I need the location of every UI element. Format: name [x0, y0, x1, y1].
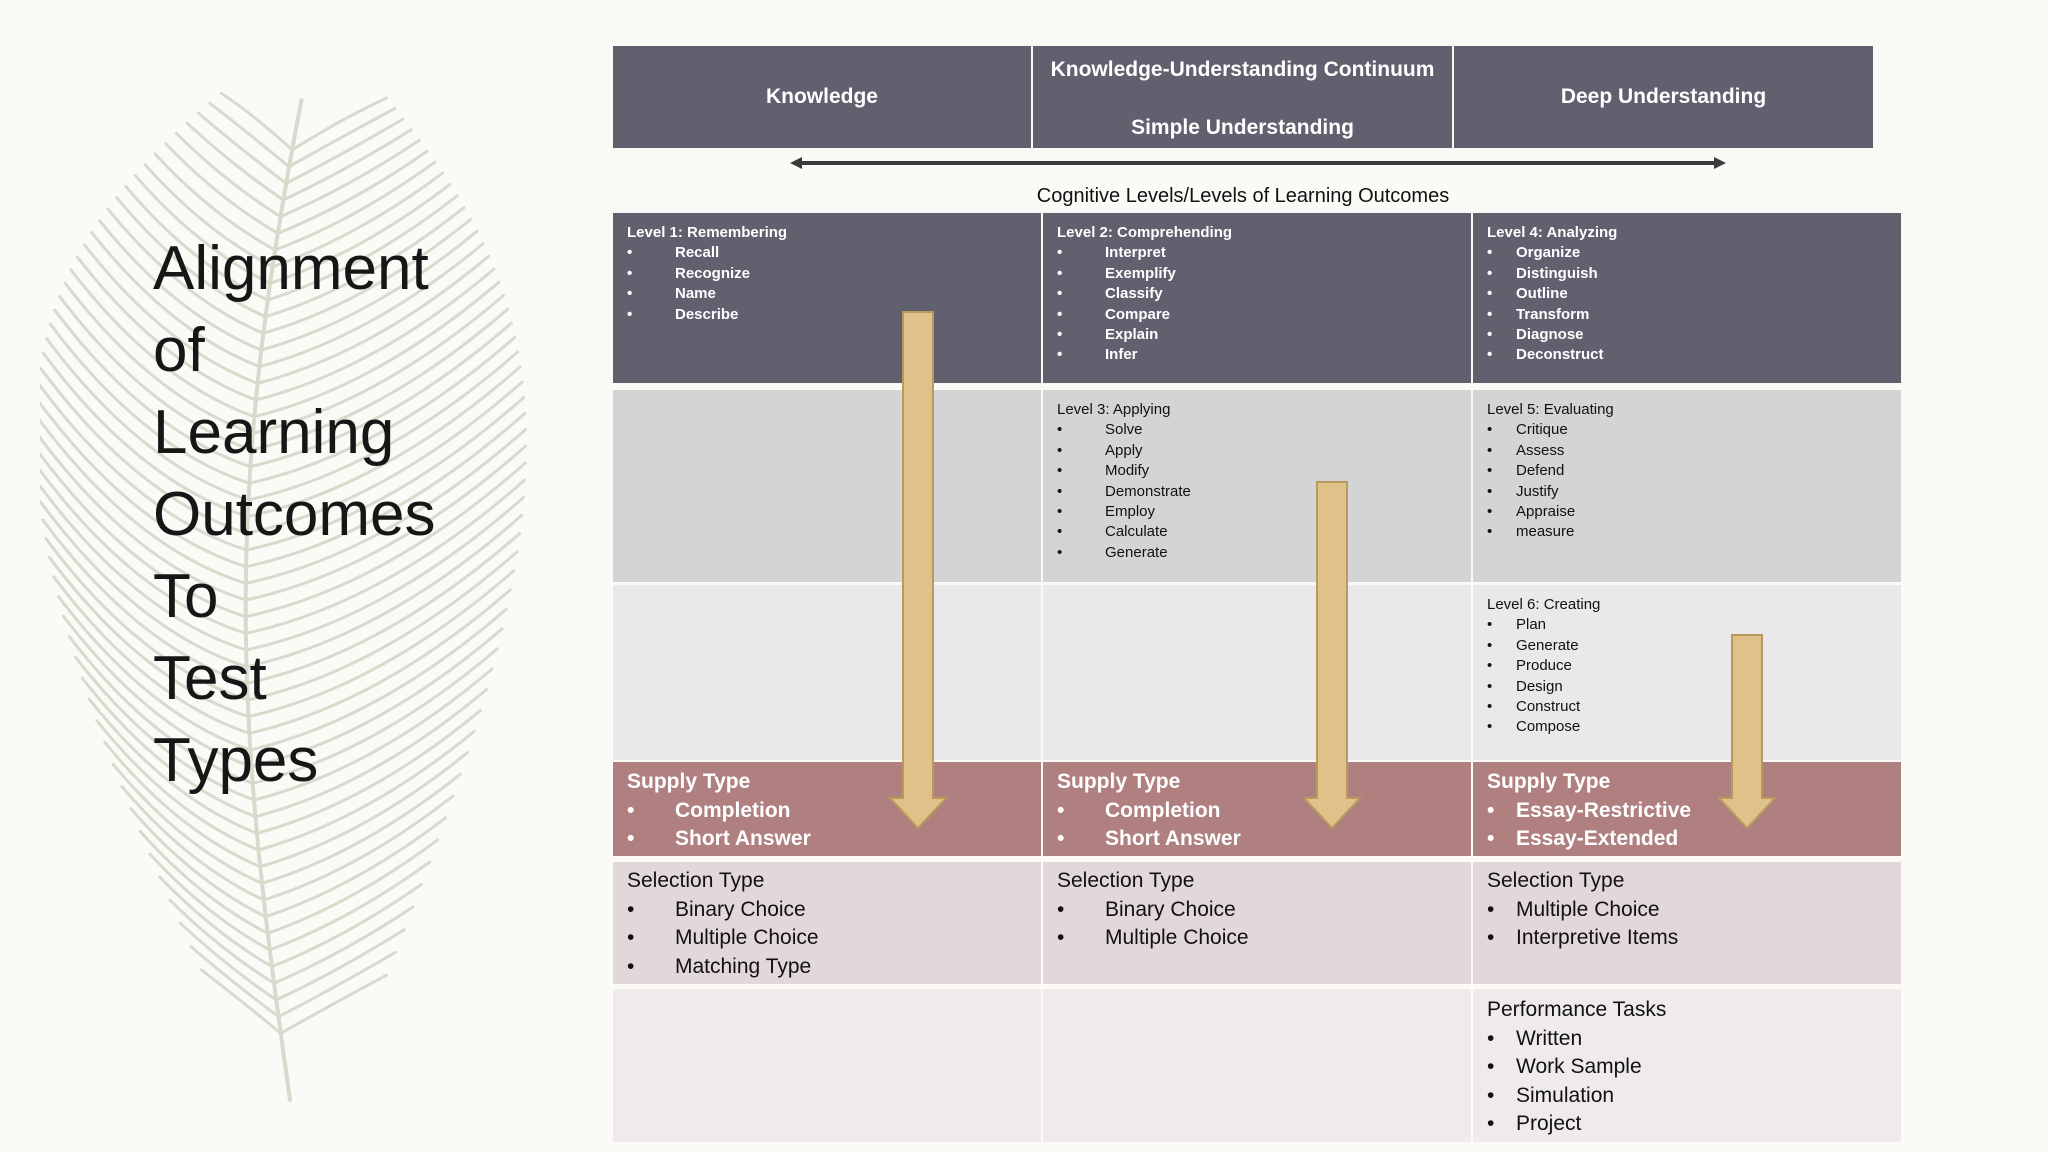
selection-type-cell — [1043, 862, 1471, 984]
level-2-list — [1057, 243, 1457, 365]
list-item: • Justify — [1487, 482, 1887, 502]
list-item: • Defend — [1487, 461, 1887, 481]
list-item: • Describe — [627, 305, 1027, 325]
list-item: • Generate — [1487, 636, 1887, 656]
list-item: • Construct — [1487, 697, 1887, 717]
level-6-list — [1487, 615, 1887, 737]
header-continuum — [1033, 46, 1452, 148]
level-4-list — [1487, 243, 1887, 365]
list-item: • Distinguish — [1487, 264, 1887, 284]
performance-tasks-cell — [1473, 989, 1901, 1142]
list-item: • Transform — [1487, 305, 1887, 325]
selection-type-title: Selection Type — [1487, 869, 1625, 892]
supply-type-list — [627, 797, 1027, 854]
supply-type-cell — [1473, 762, 1901, 856]
list-item: • Organize — [1487, 243, 1887, 263]
level-4-title: Level 4: Analyzing — [1487, 224, 1618, 241]
down-arrow-icon — [1717, 633, 1777, 830]
list-item: • Diagnose — [1487, 325, 1887, 345]
selection-type-cell — [613, 862, 1041, 984]
list-item: • Produce — [1487, 656, 1887, 676]
list-item: • Multiple Choice — [1057, 924, 1457, 953]
empty-cell — [613, 585, 1041, 760]
supply-type-list — [1487, 797, 1887, 854]
level-3-list — [1057, 420, 1457, 563]
list-item: • Classify — [1057, 284, 1457, 304]
level-2-title: Level 2: Comprehending — [1057, 224, 1233, 241]
selection-type-list — [627, 896, 1027, 982]
supply-type-cell — [613, 762, 1041, 856]
selection-type-title: Selection Type — [627, 869, 765, 892]
selection-type-title: Selection Type — [1057, 869, 1195, 892]
list-item: • Multiple Choice — [627, 924, 1027, 953]
list-item: • Completion — [627, 797, 1027, 826]
list-item: • Completion — [1057, 797, 1457, 826]
list-item: • Modify — [1057, 461, 1457, 481]
list-item: • Essay-Extended — [1487, 825, 1887, 854]
list-item: • Short Answer — [1057, 825, 1457, 854]
list-item: • Interpret — [1057, 243, 1457, 263]
selection-type-list — [1057, 896, 1457, 953]
level-1-list — [627, 243, 1027, 325]
level-1-cell — [613, 213, 1041, 383]
level-5-title: Level 5: Evaluating — [1487, 401, 1614, 418]
page-title: Alignment of Learning Outcomes To Test Types — [153, 234, 436, 795]
list-item: • Exemplify — [1057, 264, 1457, 284]
list-item: • Demonstrate — [1057, 482, 1457, 502]
header-deep-understanding: Deep Understanding — [1454, 46, 1873, 148]
list-item: • Recognize — [627, 264, 1027, 284]
supply-type-title: Supply Type — [1057, 770, 1181, 793]
list-item: • Explain — [1057, 325, 1457, 345]
empty-cell — [613, 989, 1041, 1142]
list-item: • Appraise — [1487, 502, 1887, 522]
list-item: • Project — [1487, 1110, 1887, 1139]
list-item: • Recall — [627, 243, 1027, 263]
down-arrow-icon — [888, 310, 948, 830]
list-item: • Multiple Choice — [1487, 896, 1887, 925]
supply-type-list — [1057, 797, 1457, 854]
empty-cell — [1043, 585, 1471, 760]
list-item: • Assess — [1487, 441, 1887, 461]
performance-tasks-title: Performance Tasks — [1487, 998, 1667, 1021]
level-5-cell — [1473, 390, 1901, 582]
list-item: • Simulation — [1487, 1082, 1887, 1111]
selection-type-list — [1487, 896, 1887, 953]
list-item: • Apply — [1057, 441, 1457, 461]
list-item: • Employ — [1057, 502, 1457, 522]
list-item: • Solve — [1057, 420, 1457, 440]
list-item: • Critique — [1487, 420, 1887, 440]
selection-type-cell — [1473, 862, 1901, 984]
level-3-title: Level 3: Applying — [1057, 401, 1171, 418]
list-item: • Generate — [1057, 543, 1457, 563]
list-item: • Compose — [1487, 717, 1887, 737]
list-item: • Name — [627, 284, 1027, 304]
list-item: • Deconstruct — [1487, 345, 1887, 365]
list-item: • Interpretive Items — [1487, 924, 1887, 953]
continuum-header — [613, 46, 1873, 148]
empty-cell — [1043, 989, 1471, 1142]
continuum-double-arrow — [790, 156, 1726, 170]
level-1-title: Level 1: Remembering — [627, 224, 788, 241]
level-6-cell — [1473, 585, 1901, 760]
list-item: • Plan — [1487, 615, 1887, 635]
list-item: • Outline — [1487, 284, 1887, 304]
list-item: • Matching Type — [627, 953, 1027, 982]
performance-tasks-list — [1487, 1025, 1887, 1139]
supply-type-cell — [1043, 762, 1471, 856]
header-simple-understanding: Simple Understanding — [1131, 116, 1354, 139]
list-item: • Compare — [1057, 305, 1457, 325]
level-2-cell — [1043, 213, 1471, 383]
header-continuum-title: Knowledge-Understanding Continuum — [1050, 58, 1435, 81]
level-3-cell — [1043, 390, 1471, 582]
list-item: • Written — [1487, 1025, 1887, 1054]
list-item: • Work Sample — [1487, 1053, 1887, 1082]
list-item: • Calculate — [1057, 522, 1457, 542]
supply-type-title: Supply Type — [1487, 770, 1611, 793]
cognitive-levels-label: Cognitive Levels/Levels of Learning Outcomes — [1036, 185, 1450, 207]
down-arrow-icon — [1302, 480, 1362, 830]
list-item: • Essay-Restrictive — [1487, 797, 1887, 826]
level-6-title: Level 6: Creating — [1487, 596, 1601, 613]
level-5-list — [1487, 420, 1887, 542]
list-item: • measure — [1487, 522, 1887, 542]
level-4-cell — [1473, 213, 1901, 383]
list-item: • Short Answer — [627, 825, 1027, 854]
header-knowledge: Knowledge — [613, 46, 1031, 148]
list-item: • Binary Choice — [627, 896, 1027, 925]
list-item: • Binary Choice — [1057, 896, 1457, 925]
list-item: • Infer — [1057, 345, 1457, 365]
supply-type-title: Supply Type — [627, 770, 751, 793]
list-item: • Design — [1487, 677, 1887, 697]
empty-cell — [613, 390, 1041, 582]
